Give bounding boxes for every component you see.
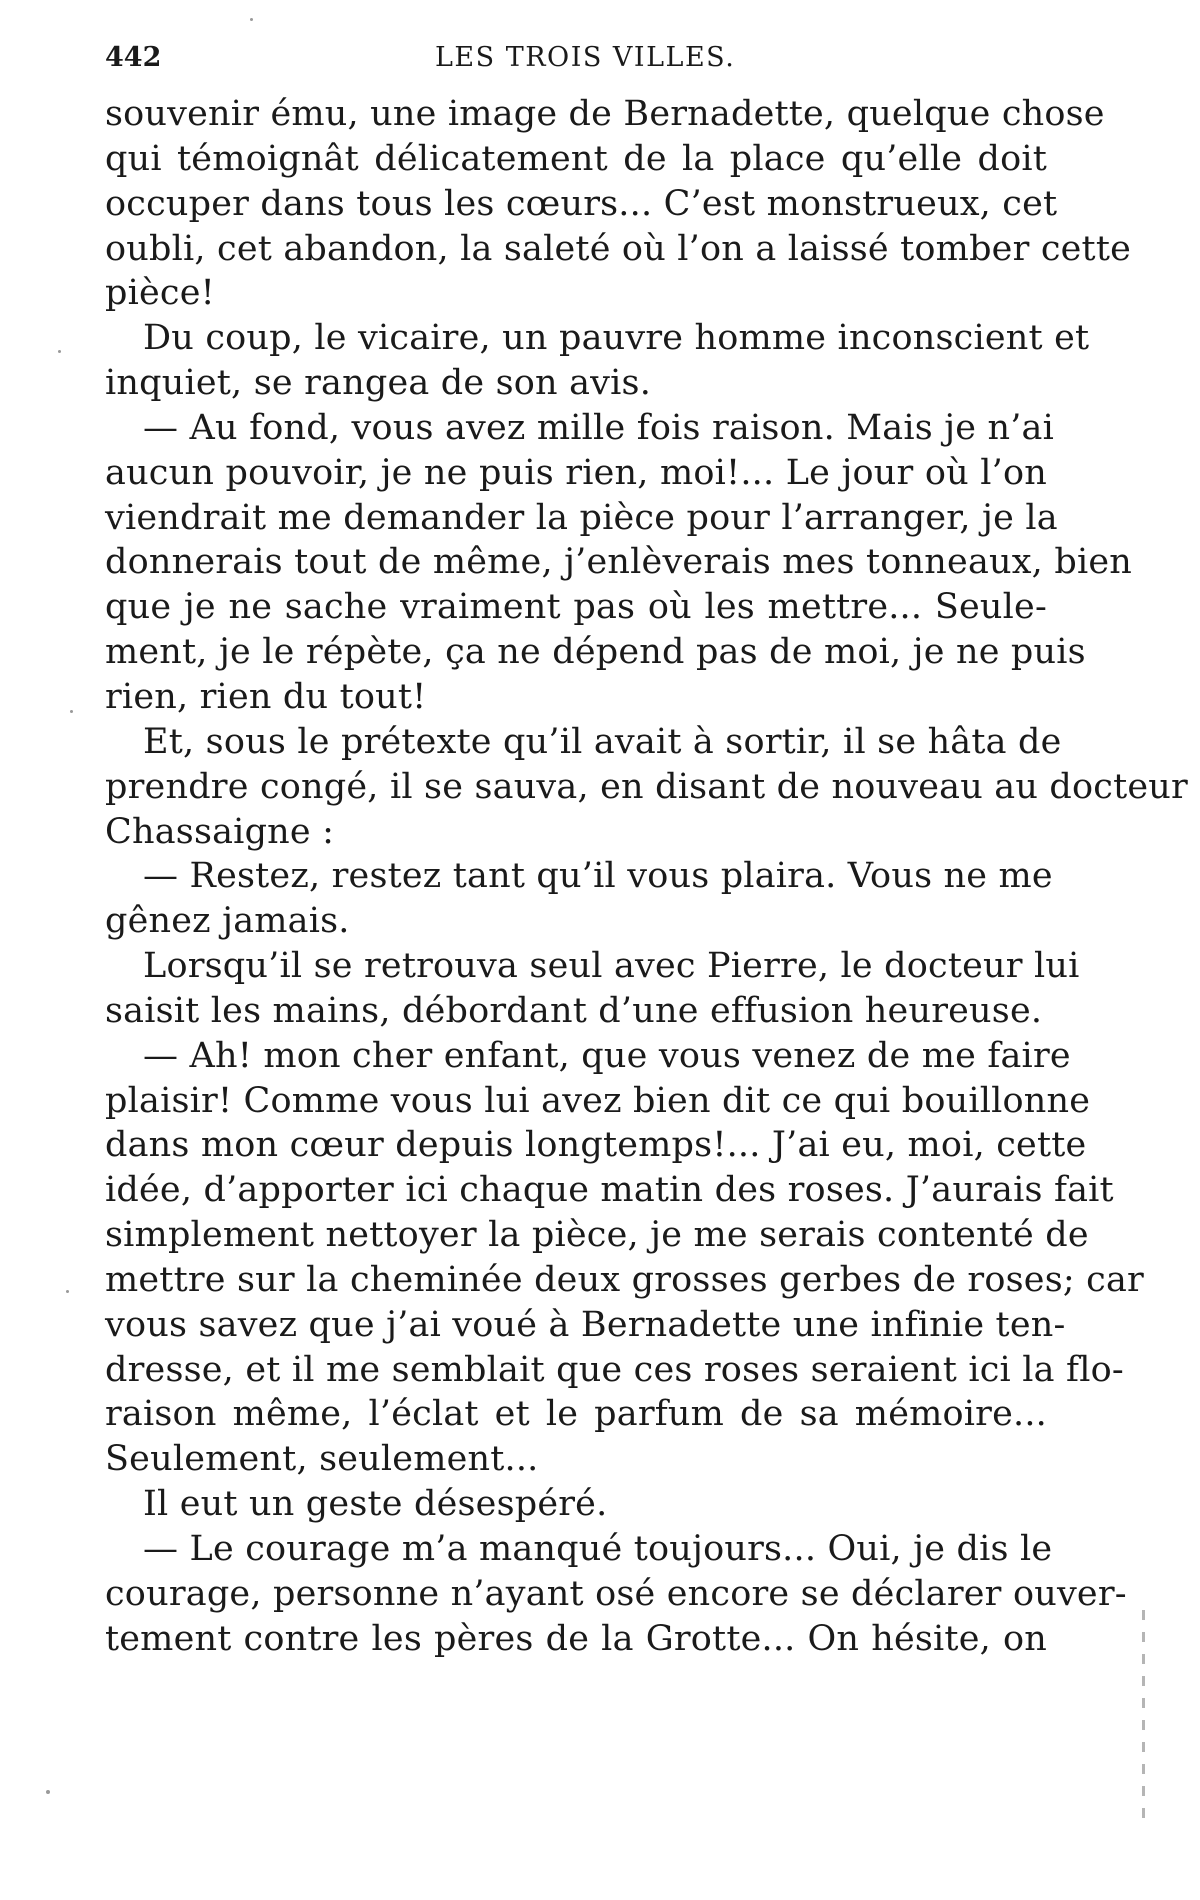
text-line: ment, je le répète, ça ne dépend pas de moi, je ne puis (105, 632, 1086, 673)
text-line: que je ne sache vraiment pas où les mettre... Seule- (105, 587, 1047, 628)
text-line: Chassaigne : (105, 811, 335, 852)
text-line: souvenir ému, une image de Bernadette, quelque chose (105, 94, 1105, 134)
text-line: mettre sur la cheminée deux grosses gerbes de roses; car (105, 1259, 1144, 1300)
text-line: dresse, et il me semblait que ces roses seraient ici la flo- (105, 1349, 1124, 1390)
text-line: Il eut un geste désespéré. (143, 1484, 608, 1525)
text-line: saisit les mains, débordant d’une effusion heureuse. (105, 990, 1043, 1031)
text-line: oubli, cet abandon, la saleté où l’on a laissé tomber cette (105, 228, 1131, 269)
text-line: Seulement, seulement... (105, 1439, 539, 1480)
scan-speck (58, 350, 61, 353)
text-line: rien, rien du tout! (105, 676, 427, 717)
text-line: dans mon cœur depuis longtemps!... J’ai eu, moi, cette (105, 1125, 1087, 1166)
text-line: — Ah! mon cher enfant, que vous venez de me faire (143, 1035, 1071, 1076)
text-line: Lorsqu’il se retrouva seul avec Pierre, le docteur lui (143, 946, 1080, 987)
text-line: simplement nettoyer la pièce, je me serais contenté de (105, 1215, 1089, 1256)
scan-speck (66, 1290, 69, 1293)
text-line: — Restez, restez tant qu’il vous plaira. Vous ne me (143, 856, 1053, 897)
text-line: donnerais tout de même, j’enlèverais mes tonneaux, bien (105, 542, 1132, 583)
text-line: — Au fond, vous avez mille fois raison. Mais je n’ai (143, 407, 1055, 448)
scan-speck (70, 710, 73, 713)
text-line: — Le courage m’a manqué toujours... Oui, je dis le (143, 1529, 1053, 1569)
running-head (105, 42, 1047, 82)
page-edge-marks (1140, 1610, 1148, 1860)
text-line: occuper dans tous les cœurs... C’est monstrueux, cet (105, 183, 1058, 224)
running-title: LES TROIS VILLES. (435, 42, 736, 73)
text-line: Du coup, le vicaire, un pauvre homme inconscient et (143, 318, 1090, 359)
text-line: tement contre les pères de la Grotte... On hésite, on (105, 1618, 1047, 1659)
page-number: 442 (105, 42, 162, 73)
scan-speck (250, 18, 253, 21)
text-line: prendre congé, il se sauva, en disant de nouveau au docteur (105, 766, 1188, 807)
text-line: vous savez que j’ai voué à Bernadette une infinie ten- (105, 1304, 1066, 1345)
text-line: inquiet, se rangea de son avis. (105, 363, 652, 404)
text-line: aucun pouvoir, je ne puis rien, moi!... Le jour où l’on (105, 452, 1047, 493)
text-line: plaisir! Comme vous lui avez bien dit ce qui bouillonne (105, 1080, 1091, 1121)
scan-speck (46, 1790, 50, 1794)
text-line: viendrait me demander la pièce pour l’arranger, je la (105, 497, 1058, 538)
text-line: pièce! (105, 273, 215, 314)
text-line: courage, personne n’ayant osé encore se déclarer ouver- (105, 1573, 1127, 1614)
text-line: qui témoignât délicatement de la place qu’elle doit (105, 138, 1047, 179)
text-line: gênez jamais. (105, 901, 350, 942)
body-text (105, 92, 1188, 1662)
text-line: raison même, l’éclat et le parfum de sa mémoire... (105, 1394, 1047, 1435)
text-line: idée, d’apporter ici chaque matin des roses. J’aurais fait (105, 1170, 1114, 1211)
text-line: Et, sous le prétexte qu’il avait à sortir, il se hâta de (143, 721, 1062, 762)
